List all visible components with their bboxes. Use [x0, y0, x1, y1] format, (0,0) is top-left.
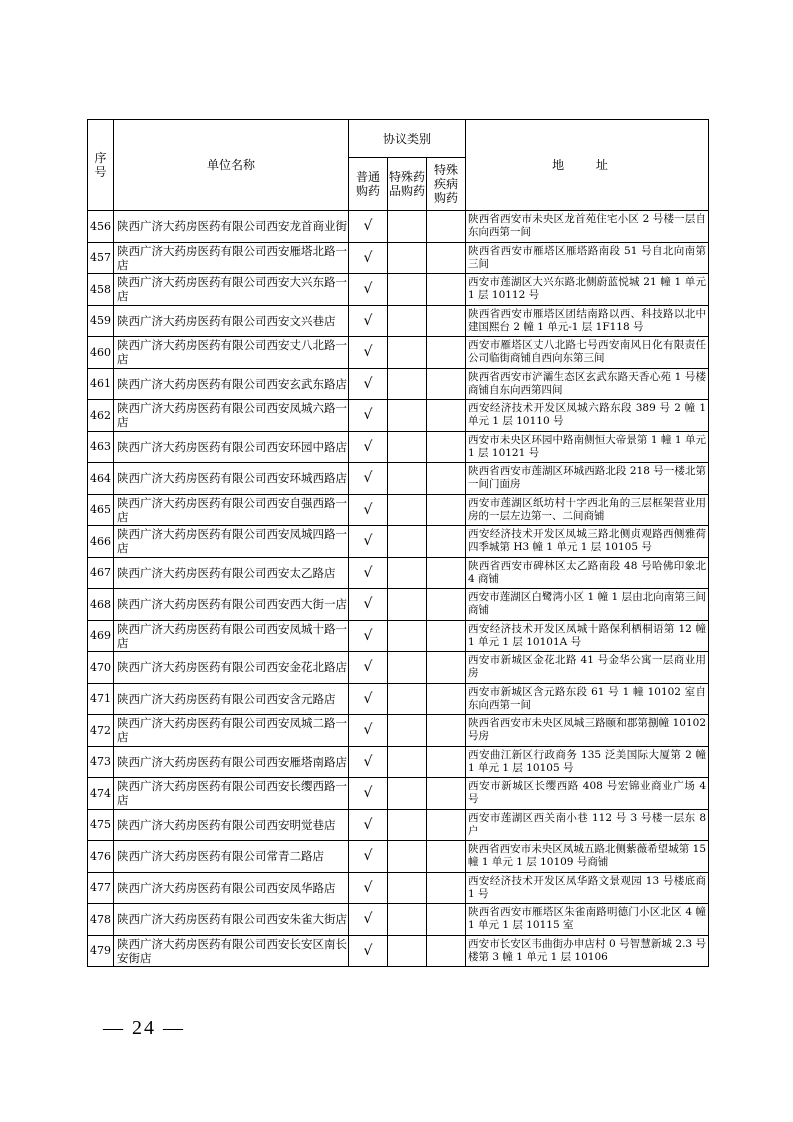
row-check-special-drug — [388, 557, 427, 589]
row-seq: 476 — [88, 841, 114, 873]
row-check-special-drug — [388, 809, 427, 841]
row-name: 陕西广济大药房医药有限公司西安长缨西路一店 — [114, 778, 349, 810]
row-seq: 470 — [88, 652, 114, 684]
row-check-special-drug — [388, 589, 427, 621]
table-row — [88, 274, 709, 306]
row-check-special-drug — [388, 872, 427, 904]
row-check-special-drug — [388, 746, 427, 778]
row-check-special-disease — [427, 242, 466, 274]
header-type-special-disease: 特殊疾病购药 — [427, 158, 466, 211]
row-check-special-disease — [427, 715, 466, 747]
row-seq: 471 — [88, 683, 114, 715]
row-check-regular: √ — [349, 274, 388, 306]
pharmacy-table — [87, 119, 709, 967]
row-check-special-drug — [388, 431, 427, 463]
row-check-regular: √ — [349, 589, 388, 621]
row-check-special-disease — [427, 274, 466, 306]
row-name: 陕西广济大药房医药有限公司西安明觉巷店 — [114, 809, 349, 841]
row-address: 西安市新城区含元路东段 61 号 1 幢 10102 室自东向西第一间 — [466, 683, 709, 715]
row-check-regular: √ — [349, 746, 388, 778]
row-check-special-disease — [427, 872, 466, 904]
row-address: 陕西省西安市莲湖区环城西路北段 218 号一楼北第一间门面房 — [466, 463, 709, 495]
row-seq: 461 — [88, 368, 114, 400]
row-name: 陕西广济大药房医药有限公司西安玄武东路店 — [114, 368, 349, 400]
row-address: 西安经济技术开发区凤城十路保利栖桐语第 12 幢 1 单元 1 层 10101A 号 — [466, 620, 709, 652]
row-address: 陕西省西安市雁塔区朱雀南路明德门小区北区 4 幢 1 单元 1 层 10115 室 — [466, 904, 709, 936]
row-check-special-drug — [388, 526, 427, 558]
row-check-special-disease — [427, 557, 466, 589]
row-check-special-disease — [427, 337, 466, 369]
row-check-special-drug — [388, 242, 427, 274]
table-row — [88, 683, 709, 715]
row-check-regular: √ — [349, 400, 388, 432]
row-name: 陕西广济大药房医药有限公司西安金花北路店 — [114, 652, 349, 684]
row-check-regular: √ — [349, 935, 388, 967]
row-name: 陕西广济大药房医药有限公司西安文兴巷店 — [114, 305, 349, 337]
row-address: 西安曲江新区行政商务 135 泛美国际大厦第 2 幢 1 单元 1 层 10105 号 — [466, 746, 709, 778]
table-row — [88, 400, 709, 432]
table-row — [88, 526, 709, 558]
row-address: 西安市长安区韦曲街办申店村 0 号智慧新城 2.3 号楼第 3 幢 1 单元 1 层 10106 — [466, 935, 709, 967]
row-seq: 457 — [88, 242, 114, 274]
table-row — [88, 557, 709, 589]
row-name: 陕西广济大药房医药有限公司西安太乙路店 — [114, 557, 349, 589]
row-check-regular: √ — [349, 652, 388, 684]
table-row — [88, 809, 709, 841]
row-check-special-drug — [388, 715, 427, 747]
row-name: 陕西广济大药房医药有限公司西安雁塔北路一店 — [114, 242, 349, 274]
row-check-regular: √ — [349, 778, 388, 810]
row-check-special-drug — [388, 935, 427, 967]
row-address: 西安市莲湖区白鹭湾小区 1 幢 1 层由北向南第三间商铺 — [466, 589, 709, 621]
table-row — [88, 337, 709, 369]
row-name: 陕西广济大药房医药有限公司西安朱雀大街店 — [114, 904, 349, 936]
row-name: 陕西广济大药房医药有限公司西安凤城十路一店 — [114, 620, 349, 652]
row-check-special-drug — [388, 841, 427, 873]
table-row — [88, 872, 709, 904]
row-check-regular: √ — [349, 872, 388, 904]
row-seq: 465 — [88, 494, 114, 526]
row-name: 陕西广济大药房医药有限公司西安丈八北路一店 — [114, 337, 349, 369]
row-check-special-disease — [427, 368, 466, 400]
row-check-regular: √ — [349, 431, 388, 463]
table-row — [88, 746, 709, 778]
row-address: 西安经济技术开发区凤华路文景观园 13 号楼底商 1 号 — [466, 872, 709, 904]
table-row — [88, 463, 709, 495]
table-row — [88, 368, 709, 400]
row-check-special-drug — [388, 211, 427, 243]
table-row — [88, 715, 709, 747]
row-seq: 475 — [88, 809, 114, 841]
table-row — [88, 242, 709, 274]
row-check-regular: √ — [349, 463, 388, 495]
row-address: 西安市新城区长缨西路 408 号宏锦业商业广场 4 号 — [466, 778, 709, 810]
row-name: 陕西广济大药房医药有限公司西安凤华路店 — [114, 872, 349, 904]
row-seq: 468 — [88, 589, 114, 621]
row-name: 陕西广济大药房医药有限公司西安西大街一店 — [114, 589, 349, 621]
row-address: 陕西省西安市雁塔区雁塔路南段 51 号自北向南第三间 — [466, 242, 709, 274]
row-seq: 456 — [88, 211, 114, 243]
row-name: 陕西广济大药房医药有限公司西安凤城二路一店 — [114, 715, 349, 747]
row-seq: 472 — [88, 715, 114, 747]
row-address: 陕西省西安市浐灞生态区玄武东路天香心苑 1 号楼商铺自东向西第四间 — [466, 368, 709, 400]
row-address: 西安市新城区金花北路 41 号金华公寓一层商业用房 — [466, 652, 709, 684]
row-address: 西安经济技术开发区凤城六路东段 389 号 2 幢 1 单元 1 层 10110 号 — [466, 400, 709, 432]
table-row — [88, 431, 709, 463]
row-check-special-drug — [388, 305, 427, 337]
row-seq: 466 — [88, 526, 114, 558]
header-type-special-drug: 特殊药品购药 — [388, 158, 427, 211]
header-seq: 序号 — [88, 120, 114, 211]
table-row — [88, 620, 709, 652]
table-row — [88, 652, 709, 684]
row-name: 陕西广济大药房医药有限公司西安长安区南长安街店 — [114, 935, 349, 967]
row-check-special-drug — [388, 652, 427, 684]
row-seq: 469 — [88, 620, 114, 652]
row-check-regular: √ — [349, 494, 388, 526]
row-seq: 473 — [88, 746, 114, 778]
row-check-regular: √ — [349, 809, 388, 841]
row-check-special-disease — [427, 620, 466, 652]
row-check-regular: √ — [349, 211, 388, 243]
table-row — [88, 211, 709, 243]
row-seq: 477 — [88, 872, 114, 904]
row-address: 西安市未央区环园中路南侧恒大帝景第 1 幢 1 单元 1 层 10121 号 — [466, 431, 709, 463]
row-address: 西安经济技术开发区凤城三路北侧贞观路西侧雅荷四季城第 H3 幢 1 单元 1 层 10105 号 — [466, 526, 709, 558]
row-check-special-disease — [427, 652, 466, 684]
row-check-regular: √ — [349, 526, 388, 558]
row-check-regular: √ — [349, 841, 388, 873]
row-address: 西安市莲湖区纸坊村十字西北角的三层框架营业用房的一层左边第一、二间商铺 — [466, 494, 709, 526]
row-check-special-disease — [427, 431, 466, 463]
row-seq: 459 — [88, 305, 114, 337]
row-address: 西安市莲湖区大兴东路北侧蔚蓝悦城 21 幢 1 单元 1 层 10112 号 — [466, 274, 709, 306]
row-name: 陕西广济大药房医药有限公司西安含元路店 — [114, 683, 349, 715]
row-check-special-drug — [388, 337, 427, 369]
row-check-regular: √ — [349, 242, 388, 274]
row-name: 陕西广济大药房医药有限公司西安凤城四路一店 — [114, 526, 349, 558]
row-check-special-disease — [427, 935, 466, 967]
row-check-special-disease — [427, 841, 466, 873]
row-check-special-disease — [427, 589, 466, 621]
row-seq: 458 — [88, 274, 114, 306]
row-seq: 467 — [88, 557, 114, 589]
table-row — [88, 589, 709, 621]
row-name: 陕西广济大药房医药有限公司西安龙首商业街 — [114, 211, 349, 243]
row-check-special-disease — [427, 494, 466, 526]
row-seq: 463 — [88, 431, 114, 463]
header-row-1 — [88, 120, 709, 158]
row-check-special-disease — [427, 305, 466, 337]
row-check-special-disease — [427, 211, 466, 243]
row-check-regular: √ — [349, 337, 388, 369]
row-check-special-drug — [388, 904, 427, 936]
row-check-special-drug — [388, 494, 427, 526]
row-seq: 474 — [88, 778, 114, 810]
row-seq: 464 — [88, 463, 114, 495]
row-check-special-disease — [427, 526, 466, 558]
row-check-special-disease — [427, 778, 466, 810]
page-number: — 24 — — [103, 1017, 185, 1039]
row-name: 陕西广济大药房医药有限公司西安环园中路店 — [114, 431, 349, 463]
row-check-special-disease — [427, 463, 466, 495]
header-name: 单位名称 — [114, 120, 349, 211]
header-type-regular: 普通购药 — [349, 158, 388, 211]
row-check-special-drug — [388, 274, 427, 306]
row-check-special-drug — [388, 400, 427, 432]
row-address: 陕西省西安市未央区凤城三路颐和郡第捌幢 10102 号房 — [466, 715, 709, 747]
row-check-special-drug — [388, 620, 427, 652]
row-seq: 478 — [88, 904, 114, 936]
row-name: 陕西广济大药房医药有限公司西安自强西路一店 — [114, 494, 349, 526]
row-check-regular: √ — [349, 557, 388, 589]
row-check-regular: √ — [349, 368, 388, 400]
row-check-special-drug — [388, 683, 427, 715]
row-check-special-drug — [388, 368, 427, 400]
table-row — [88, 778, 709, 810]
table-row — [88, 305, 709, 337]
row-check-special-disease — [427, 904, 466, 936]
row-address: 陕西省西安市未央区龙首苑住宅小区 2 号楼一层自东向西第一间 — [466, 211, 709, 243]
header-agreement: 协议类别 — [349, 120, 466, 158]
row-check-regular: √ — [349, 683, 388, 715]
table-row — [88, 841, 709, 873]
row-check-regular: √ — [349, 715, 388, 747]
row-address: 西安市莲湖区西关南小巷 112 号 3 号楼一层东 8 户 — [466, 809, 709, 841]
row-name: 陕西广济大药房医药有限公司西安大兴东路一店 — [114, 274, 349, 306]
row-check-regular: √ — [349, 904, 388, 936]
row-check-special-disease — [427, 400, 466, 432]
row-check-special-disease — [427, 746, 466, 778]
table-row — [88, 494, 709, 526]
row-check-special-drug — [388, 463, 427, 495]
row-address: 陕西省西安市未央区凤城五路北侧紫薇希望城第 15 幢 1 单元 1 层 10109 号商铺 — [466, 841, 709, 873]
row-check-regular: √ — [349, 620, 388, 652]
row-check-regular: √ — [349, 305, 388, 337]
row-name: 陕西广济大药房医药有限公司常青二路店 — [114, 841, 349, 873]
row-address: 陕西省西安市雁塔区团结南路以西、科技路以北中建国熙台 2 幢 1 单元-1 层 1F118 号 — [466, 305, 709, 337]
row-check-special-disease — [427, 683, 466, 715]
row-name: 陕西广济大药房医药有限公司西安凤城六路一店 — [114, 400, 349, 432]
row-check-special-disease — [427, 809, 466, 841]
row-name: 陕西广济大药房医药有限公司西安环城西路店 — [114, 463, 349, 495]
row-check-special-drug — [388, 778, 427, 810]
row-seq: 479 — [88, 935, 114, 967]
table-row — [88, 935, 709, 967]
row-address: 西安市雁塔区丈八北路七号西安南风日化有限责任公司临街商铺自西向东第三间 — [466, 337, 709, 369]
header-address: 地 址 — [466, 120, 709, 211]
row-name: 陕西广济大药房医药有限公司西安雁塔南路店 — [114, 746, 349, 778]
row-seq: 462 — [88, 400, 114, 432]
table-row — [88, 904, 709, 936]
row-seq: 460 — [88, 337, 114, 369]
row-address: 陕西省西安市碑林区太乙路南段 48 号哈佛印象北 4 商铺 — [466, 557, 709, 589]
